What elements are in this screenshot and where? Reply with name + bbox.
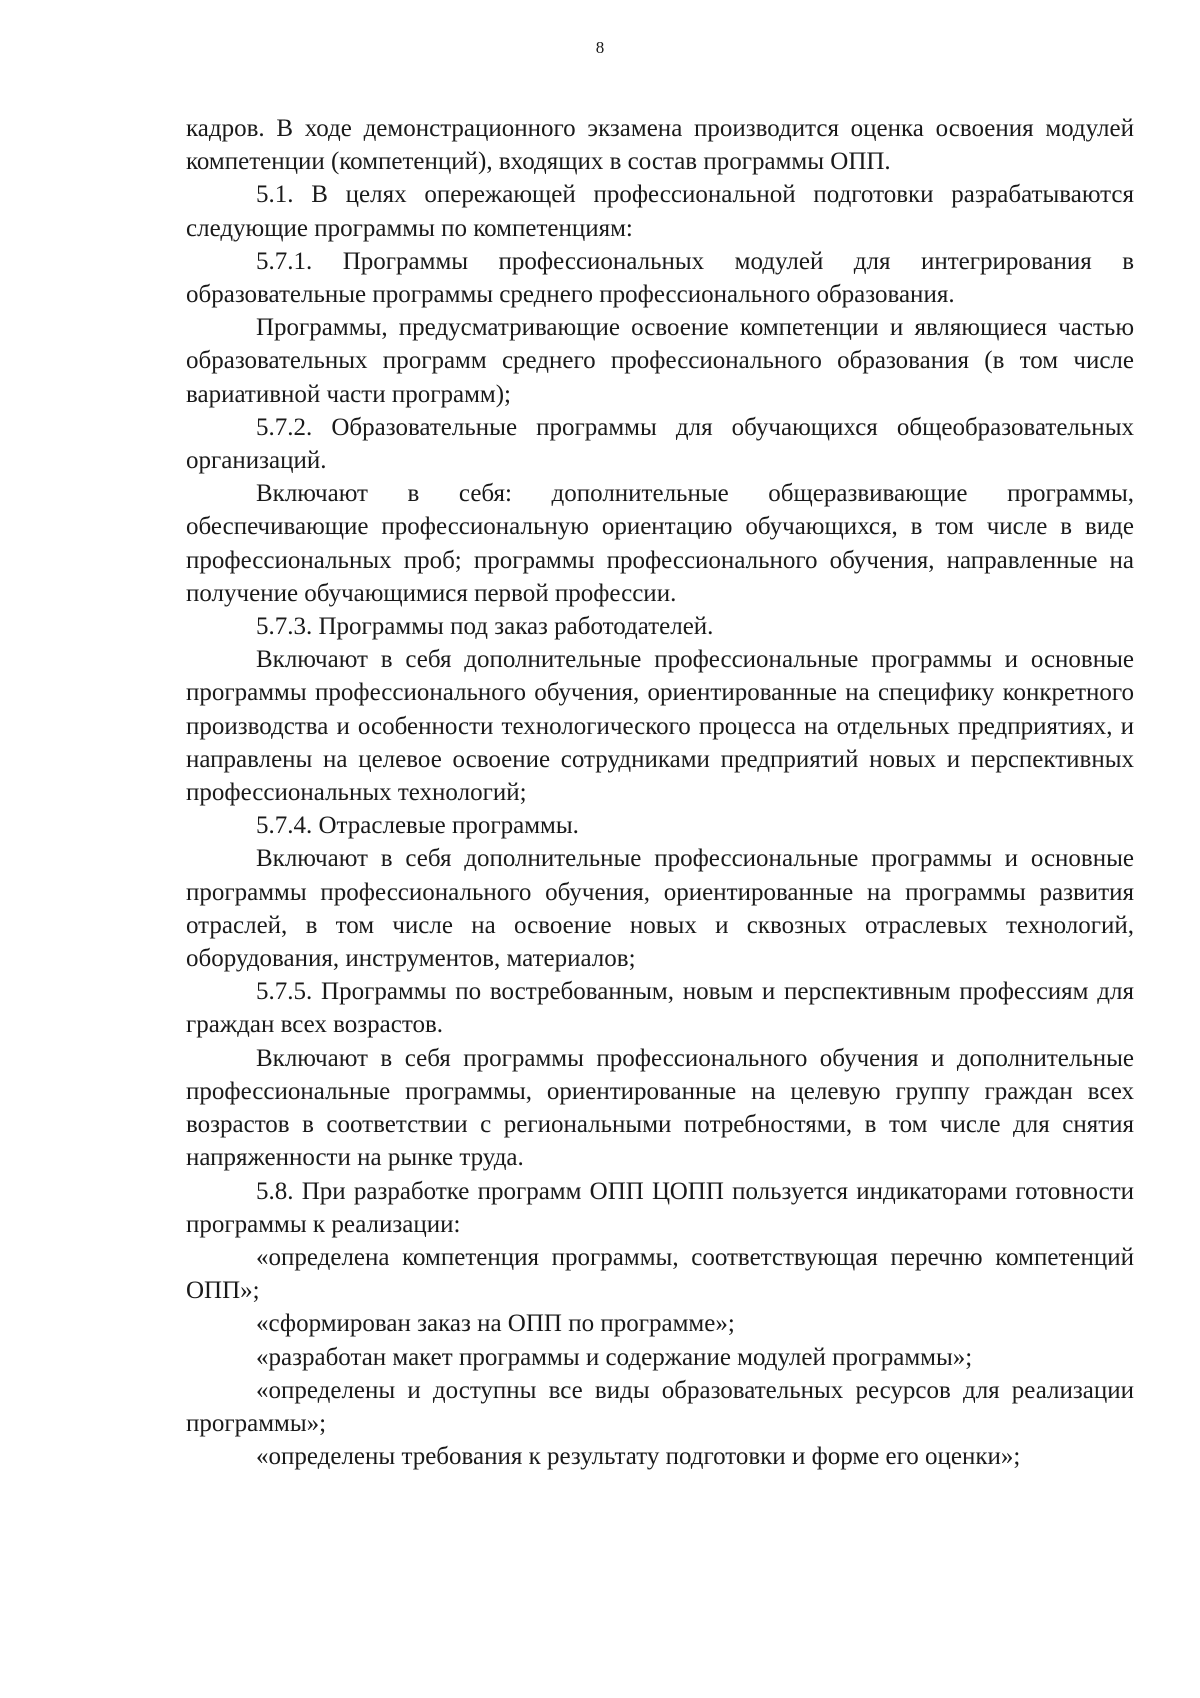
document-body — [186, 112, 1134, 1473]
paragraph-continuation: кадров. В ходе демонстрационного экзамена производится оценка освоения модулей компетенции (компетенций), входящих в состав программы ОПП. — [186, 115, 1134, 176]
paragraph-5-7-3-description: Включают в себя дополнительные профессиональные программы и основные программы профессионального обучения, ориентированные на специфику конкретного производства и особенности технологического процесса на отдельных предприятиях, и направлены на целевое освоение сотрудниками предприятий новых и перспективных профессиональных технологий; — [186, 646, 1134, 807]
paragraph-5-7-2: 5.7.2. Образовательные программы для обучающихся общеобразовательных организаций. — [186, 413, 1134, 475]
indicator-item: «разработан макет программы и содержание модулей программы»; — [256, 1343, 973, 1371]
paragraph-5-7-1: 5.7.1. Программы профессиональных модулей для интегрирования в образовательные программы среднего профессионального образования. — [186, 247, 1134, 309]
paragraph-5-7-5: 5.7.5. Программы по востребованным, новым и перспективным профессиям для граждан всех возрастов. — [186, 978, 1134, 1039]
indicator-item: «определены и доступны все виды образовательных ресурсов для реализации программы»; — [186, 1376, 1134, 1437]
paragraph-5-7-4-description: Включают в себя дополнительные профессиональные программы и основные программы профессионального обучения, ориентированные на программы развития отраслей, в том числе на освоение новых и сквозных отраслевых технологий, оборудования, инструментов, материалов; — [186, 845, 1134, 973]
paragraph-5-1: 5.1. В целях опережающей профессиональной подготовки разрабатываются следующие программы по компетенциям: — [186, 181, 1134, 242]
paragraph-5-7-5-description: Включают в себя программы профессионального обучения и дополнительные профессиональные программы, ориентированные на целевую группу граждан всех возрастов в соответствии с региональными потребностями, в том числе для снятия напряженности на рынке труда. — [186, 1044, 1134, 1172]
indicator-item: «определены требования к результату подготовки и форме его оценки»; — [256, 1443, 1021, 1471]
paragraph-5-7-1-description: Программы, предусматривающие освоение компетенции и являющиеся частью образовательных программ среднего профессионального образования (в том числе вариативной части программ); — [186, 314, 1134, 408]
paragraph-5-7-2-description: Включают в себя: дополнительные общеразвивающие программы, обеспечивающие профессиональную ориентацию обучающихся, в том числе в виде профессиональных проб; программы профессионального обучения, направленные на получение обучающимися первой профессии. — [186, 480, 1134, 607]
indicator-item: «определена компетенция программы, соответствующая перечню компетенций ОПП»; — [186, 1243, 1134, 1305]
paragraph-5-7-3: 5.7.3. Программы под заказ работодателей. — [256, 613, 714, 641]
paragraph-5-7-4: 5.7.4. Отраслевые программы. — [256, 812, 579, 840]
paragraph-5-8: 5.8. При разработке программ ОПП ЦОПП пользуется индикаторами готовности программы к реализации: — [186, 1177, 1134, 1238]
page-number: 8 — [595, 38, 605, 57]
indicator-item: «сформирован заказ на ОПП по программе»; — [256, 1310, 735, 1338]
